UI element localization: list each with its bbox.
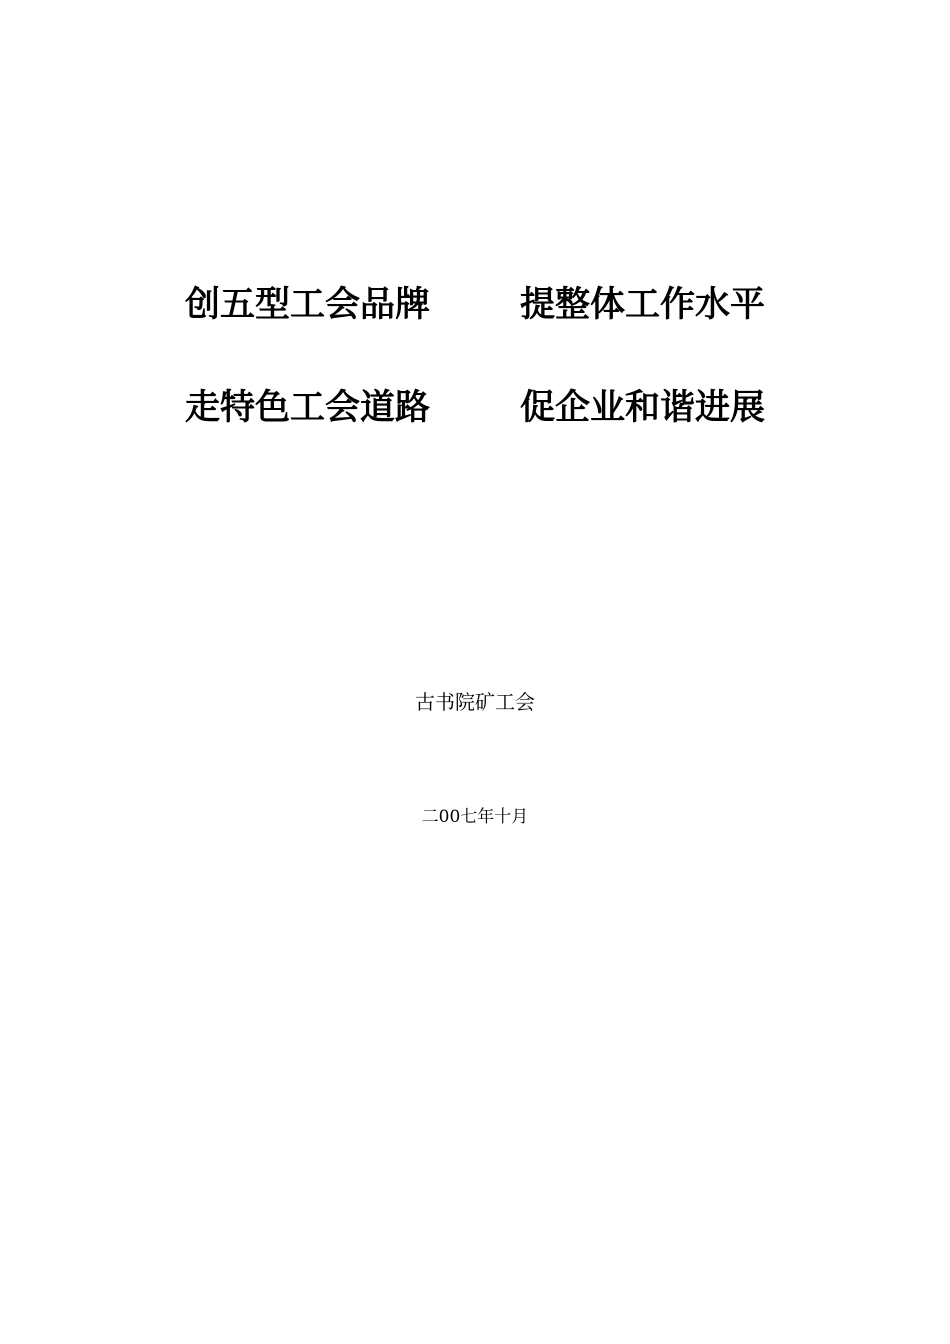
headline-row1-left: 创五型工会品牌 (185, 285, 431, 325)
document-date: 二00七年十月 (421, 807, 529, 827)
organization-name: 古书院矿工会 (415, 690, 535, 714)
headline-row1-right: 提整体工作水平 (520, 285, 766, 325)
headline-row2-left: 走特色工会道路 (185, 388, 431, 428)
headline-row2-right: 促企业和谐进展 (520, 388, 766, 428)
